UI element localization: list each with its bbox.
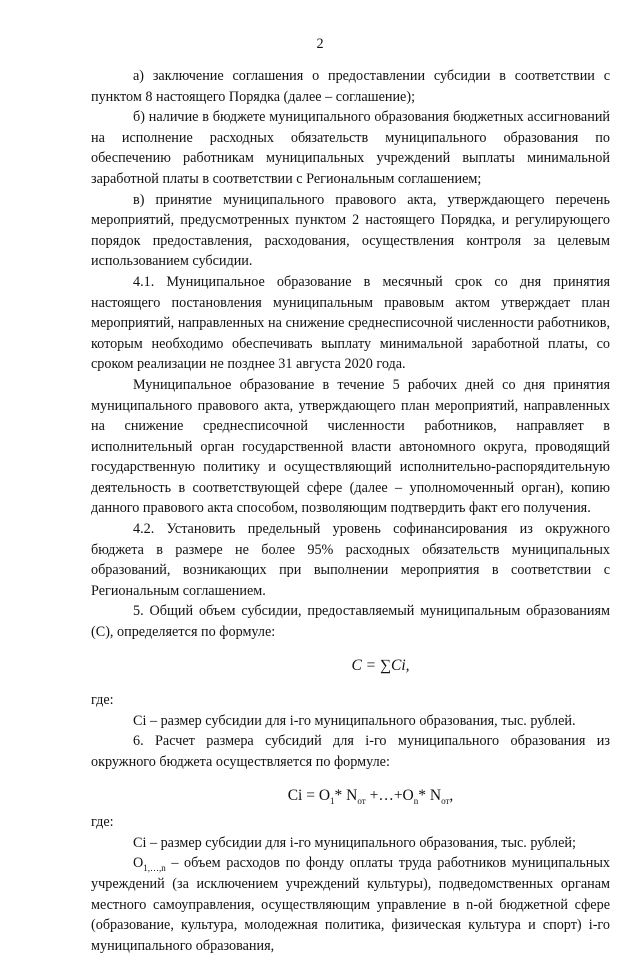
definition-o: $O_{1,\dots,n}$ – объем расходов по фонду оплаты труда работников муниципальных учреждений (за исключением учреждений культуры), подведомственных органам местного самоуправления, осуществляющим управление в n-ой бюджетной сфере (образование, культура, молодежная политика, физическая культура и спорт) i-го муниципального образования, [91,855,610,954]
paragraph-b: б) наличие в бюджете муниципального образования бюджетных ассигнований на исполнение расходных обязательств муниципального образования по обеспечению работникам муниципальных учреждений выплаты минимальной заработной платы в соответствии с Региональным соглашением; [91,109,610,187]
paragraph-a: а) заключение соглашения о предоставлении субсидии в соответствии с пунктом 8 настоящего Порядка (далее – соглашение); [91,68,610,105]
paragraph-v: в) принятие муниципального правового акта, утверждающего перечень мероприятий, предусмотренных пунктом 2 настоящего Порядка, и регулирующего порядок предоставления, расходования, осуществления контроля за целевым использованием субсидии. [91,191,610,270]
page-number: 2 [316,36,324,52]
paragraph-6: 6. Расчет размера субсидий для i-го муниципального образования из окружного бюджета осуществляется по формуле: [91,733,610,770]
formula-total-subsidy: C = ∑Ci, [351,656,410,674]
definition-ci-1: Ci – размер субсидии для i-го муниципального образования, тыс. рублей. [133,712,576,729]
paragraph-4-1: 4.1. Муниципальное образование в месячный срок со дня принятия настоящего постановления муниципальным правовым актом утверждает план мероприятий, направленных на снижение среднесписочной численности работников, которым необходимо обеспечивать выплату минимальной заработной платы, со сроком реализации не позднее 31 августа 2020 года. [91,273,610,373]
definition-ci-2: Ci – размер субсидии для i-го муниципального образования, тыс. рублей; [133,834,576,851]
document-body [91,66,610,956]
paragraph-4-2: 4.2. Установить предельный уровень софинансирования из окружного бюджета в размере не более 95% расходных обязательств муниципальных образований, возникающих при выполнении мероприятия в соответствии с Региональным соглашением. [91,521,610,599]
formula-subsidy-calc: $Ci = O_1*$ $N_{от}$ $+\dots+O_n*$ $N_{от}$, [287,786,454,806]
paragraph-5: 5. Общий объем субсидии, предоставляемый муниципальным образованиям (C), определяется по формуле: [91,603,610,641]
where-label-2: где: [91,814,114,831]
where-label-1: где: [91,692,114,709]
paragraph-4-1-cont: Муниципальное образование в течение 5 рабочих дней со дня принятия муниципального правового акта, утверждающего план мероприятий, направленных на снижение среднесписочной численности работников, направляет в исполнительный орган государственной власти автономного округа, проводящий государственную политику и осуществляющий исполнительно-распорядительную деятельность в соответствующей сфере (далее – уполномоченный орган), копию данного правового акта способом, позволяющим подтвердить факт его получения. [91,376,610,517]
